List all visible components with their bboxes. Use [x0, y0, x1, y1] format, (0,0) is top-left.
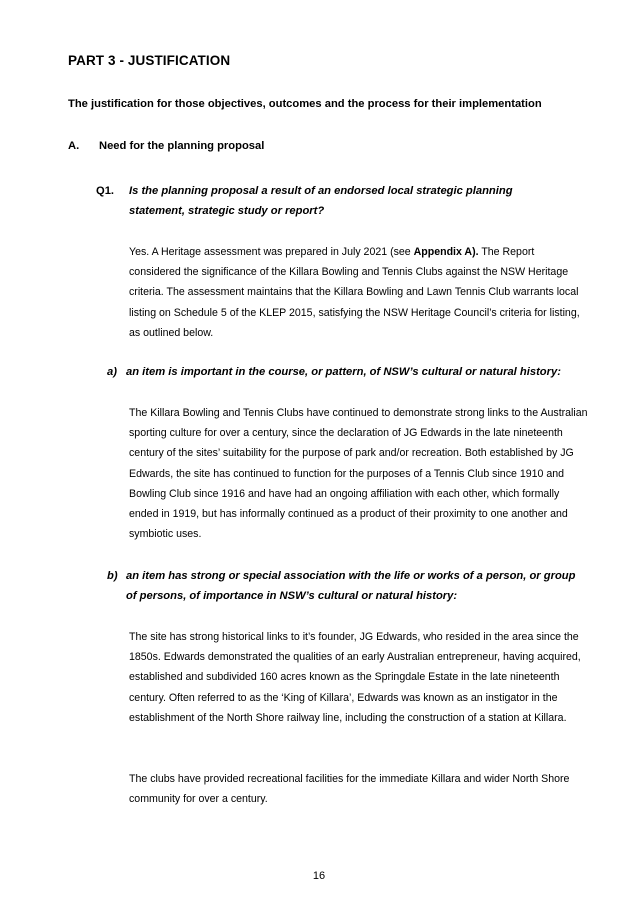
answer-paragraph [129, 242, 589, 343]
answer-text-1: Yes. A Heritage assessment was prepared in July 2021 (see [129, 246, 414, 258]
section-letter: A. [68, 140, 80, 152]
section-subtitle: The justification for those objectives, outcomes and the process for their implementation [68, 98, 542, 110]
criterion-b-letter: b) [107, 570, 118, 582]
page-number: 16 [312, 870, 326, 882]
criterion-a [107, 362, 587, 382]
question-q1 [96, 181, 556, 221]
criterion-b-paragraph-2: The clubs have provided recreational facilities for the immediate Killara and wider North Shore community for over a century. [129, 773, 570, 806]
section-heading [68, 140, 264, 152]
criterion-b-text: an item has strong or special association with the life or works of a person, or group of persons, of importance in NSW’s cultural or natural history: [126, 570, 576, 602]
criterion-a-paragraph: The Killara Bowling and Tennis Clubs have continued to demonstrate strong links to the Australian sporting culture for over a century, since the declaration of JG Edwards in the late nineteenth century of the sites’ suitability for the purpose of park and/or recreation. Both established by JG Edwards, the site has continued to function for the purposes of a Tennis Club since 1910 and Bowling Club since 1916 and have had an ongoing affiliation with each other, which formally ended in 1919, but has informally continued as a product of their proximity to one another and symbiotic uses. [129, 407, 588, 541]
criterion-b [107, 566, 587, 606]
part-title: PART 3 - JUSTIFICATION [68, 53, 231, 68]
answer-text-2: The Report considered the significance of the Killara Bowling and Tennis Clubs against the NSW Heritage criteria. The assessment maintains that the Killara Bowling and Lawn Tennis Club warrants local listing on Schedule 5 of the KLEP 2015, satisfying the NSW Heritage Council’s criteria for listing, as outlined below. [129, 246, 580, 339]
appendix-reference: Appendix A). [413, 246, 479, 258]
criterion-a-letter: a) [107, 366, 117, 378]
question-number: Q1. [96, 185, 115, 197]
section-title: Need for the planning proposal [99, 140, 265, 152]
question-text: Is the planning proposal a result of an endorsed local strategic planning statement, strategic study or report? [129, 185, 513, 217]
criterion-b-paragraph-1: The site has strong historical links to it’s founder, JG Edwards, who resided in the area since the 1850s. Edwards demonstrated the qualities of an early Australian entrepreneur, having acquired, established and subdivided 160 acres known as the Springdale Estate in the late nineteenth century. Often referred to as the ‘King of Killara’, Edwards was known as an instigator in the establishment of the North Shore railway line, including the construction of a station at Killara. [129, 631, 581, 724]
criterion-a-text: an item is important in the course, or pattern, of NSW’s cultural or natural history: [126, 366, 561, 378]
